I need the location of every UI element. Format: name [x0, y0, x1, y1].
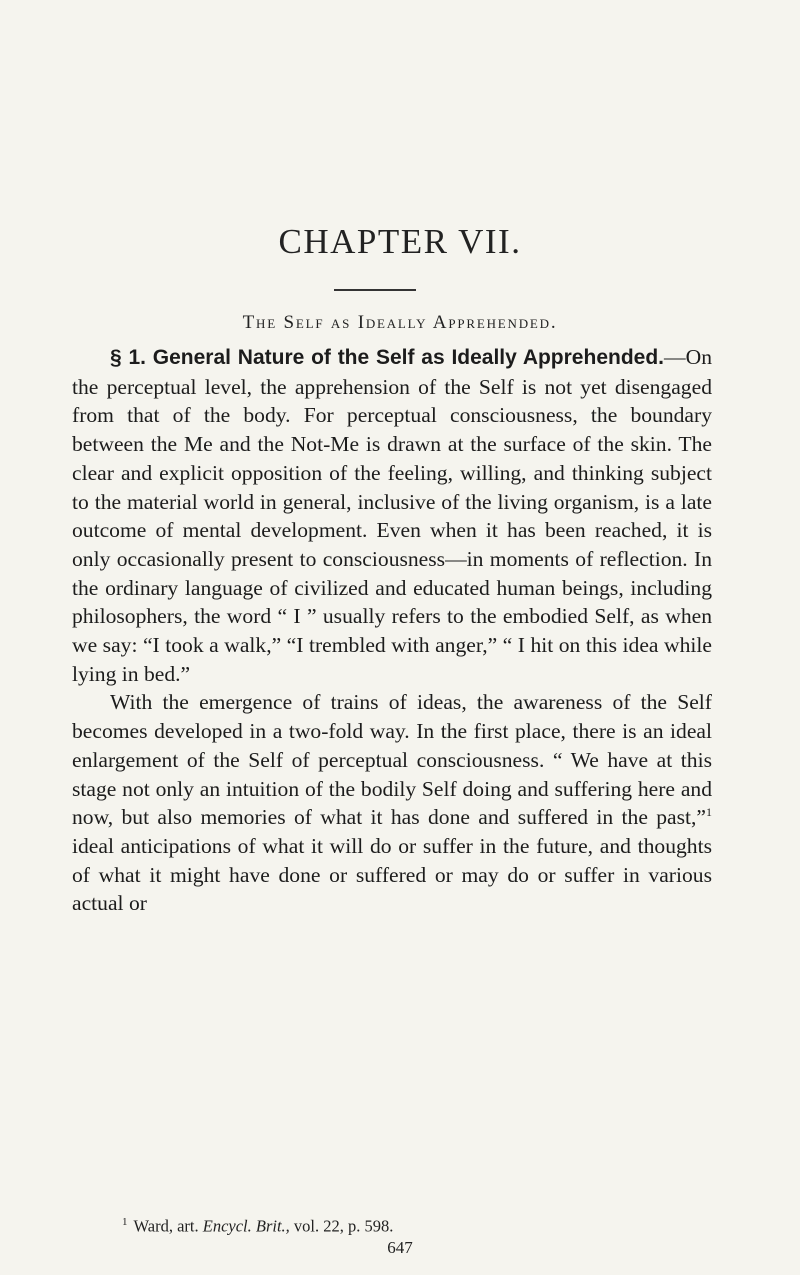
paragraph-2-text-end: ideal anticipations of what it will do or suffer in the future, and thoughts of what it might have done or suffered or may do or suffer in various actual or	[72, 833, 712, 916]
footnote-reference: 1	[706, 805, 712, 820]
paragraph-1-text: —On the perceptual level, the apprehension of the Self is not yet disengaged from that of the body. For perceptual consciousness, the boundary between the Me and the Not-Me is drawn at the surface of the skin. The clear and explicit opposition of the feeling, willing, and thinking subject to the material world in general, inclusive of the living organism, is a late outcome of mental development. Even when it has been reached, it is only occasionally present to consciousness—in moments of reflection. In the ordinary language of civilized and educated human beings, including philosophers, the word “ I ” usually refers to the embodied Self, as when we say: “I took a walk,” “I trembled with anger,” “ I hit on this idea while lying in bed.”	[72, 345, 712, 686]
footnote-mark: 1	[122, 1216, 128, 1228]
footnote	[122, 1216, 393, 1237]
paragraph-2-text-start: With the emergence of trains of ideas, the awareness of the Self becomes developed in a two-fold way. In the first place, there is an ideal enlargement of the Self of perceptual consciousness. “ We have at this stage not only an intuition of the bodily Self doing and suffering here and now, but also memories of what it has done and suffered in the past,”	[72, 690, 712, 830]
paragraph-2	[72, 688, 712, 918]
footnote-prefix: Ward, art.	[133, 1216, 203, 1236]
footnote-work-title: Encycl. Brit.,	[202, 1216, 290, 1236]
chapter-heading: CHAPTER VII.	[278, 222, 522, 261]
paragraph-1	[72, 343, 712, 688]
section-lead-heading: § 1. General Nature of the Self as Ideally Apprehended.	[110, 346, 664, 369]
heading-divider	[334, 289, 416, 291]
footnote-suffix: vol. 22, p. 598.	[289, 1216, 394, 1236]
page-number: 647	[387, 1238, 413, 1257]
section-title: The Self as Ideally Apprehended.	[242, 312, 558, 333]
body-text	[72, 343, 712, 918]
